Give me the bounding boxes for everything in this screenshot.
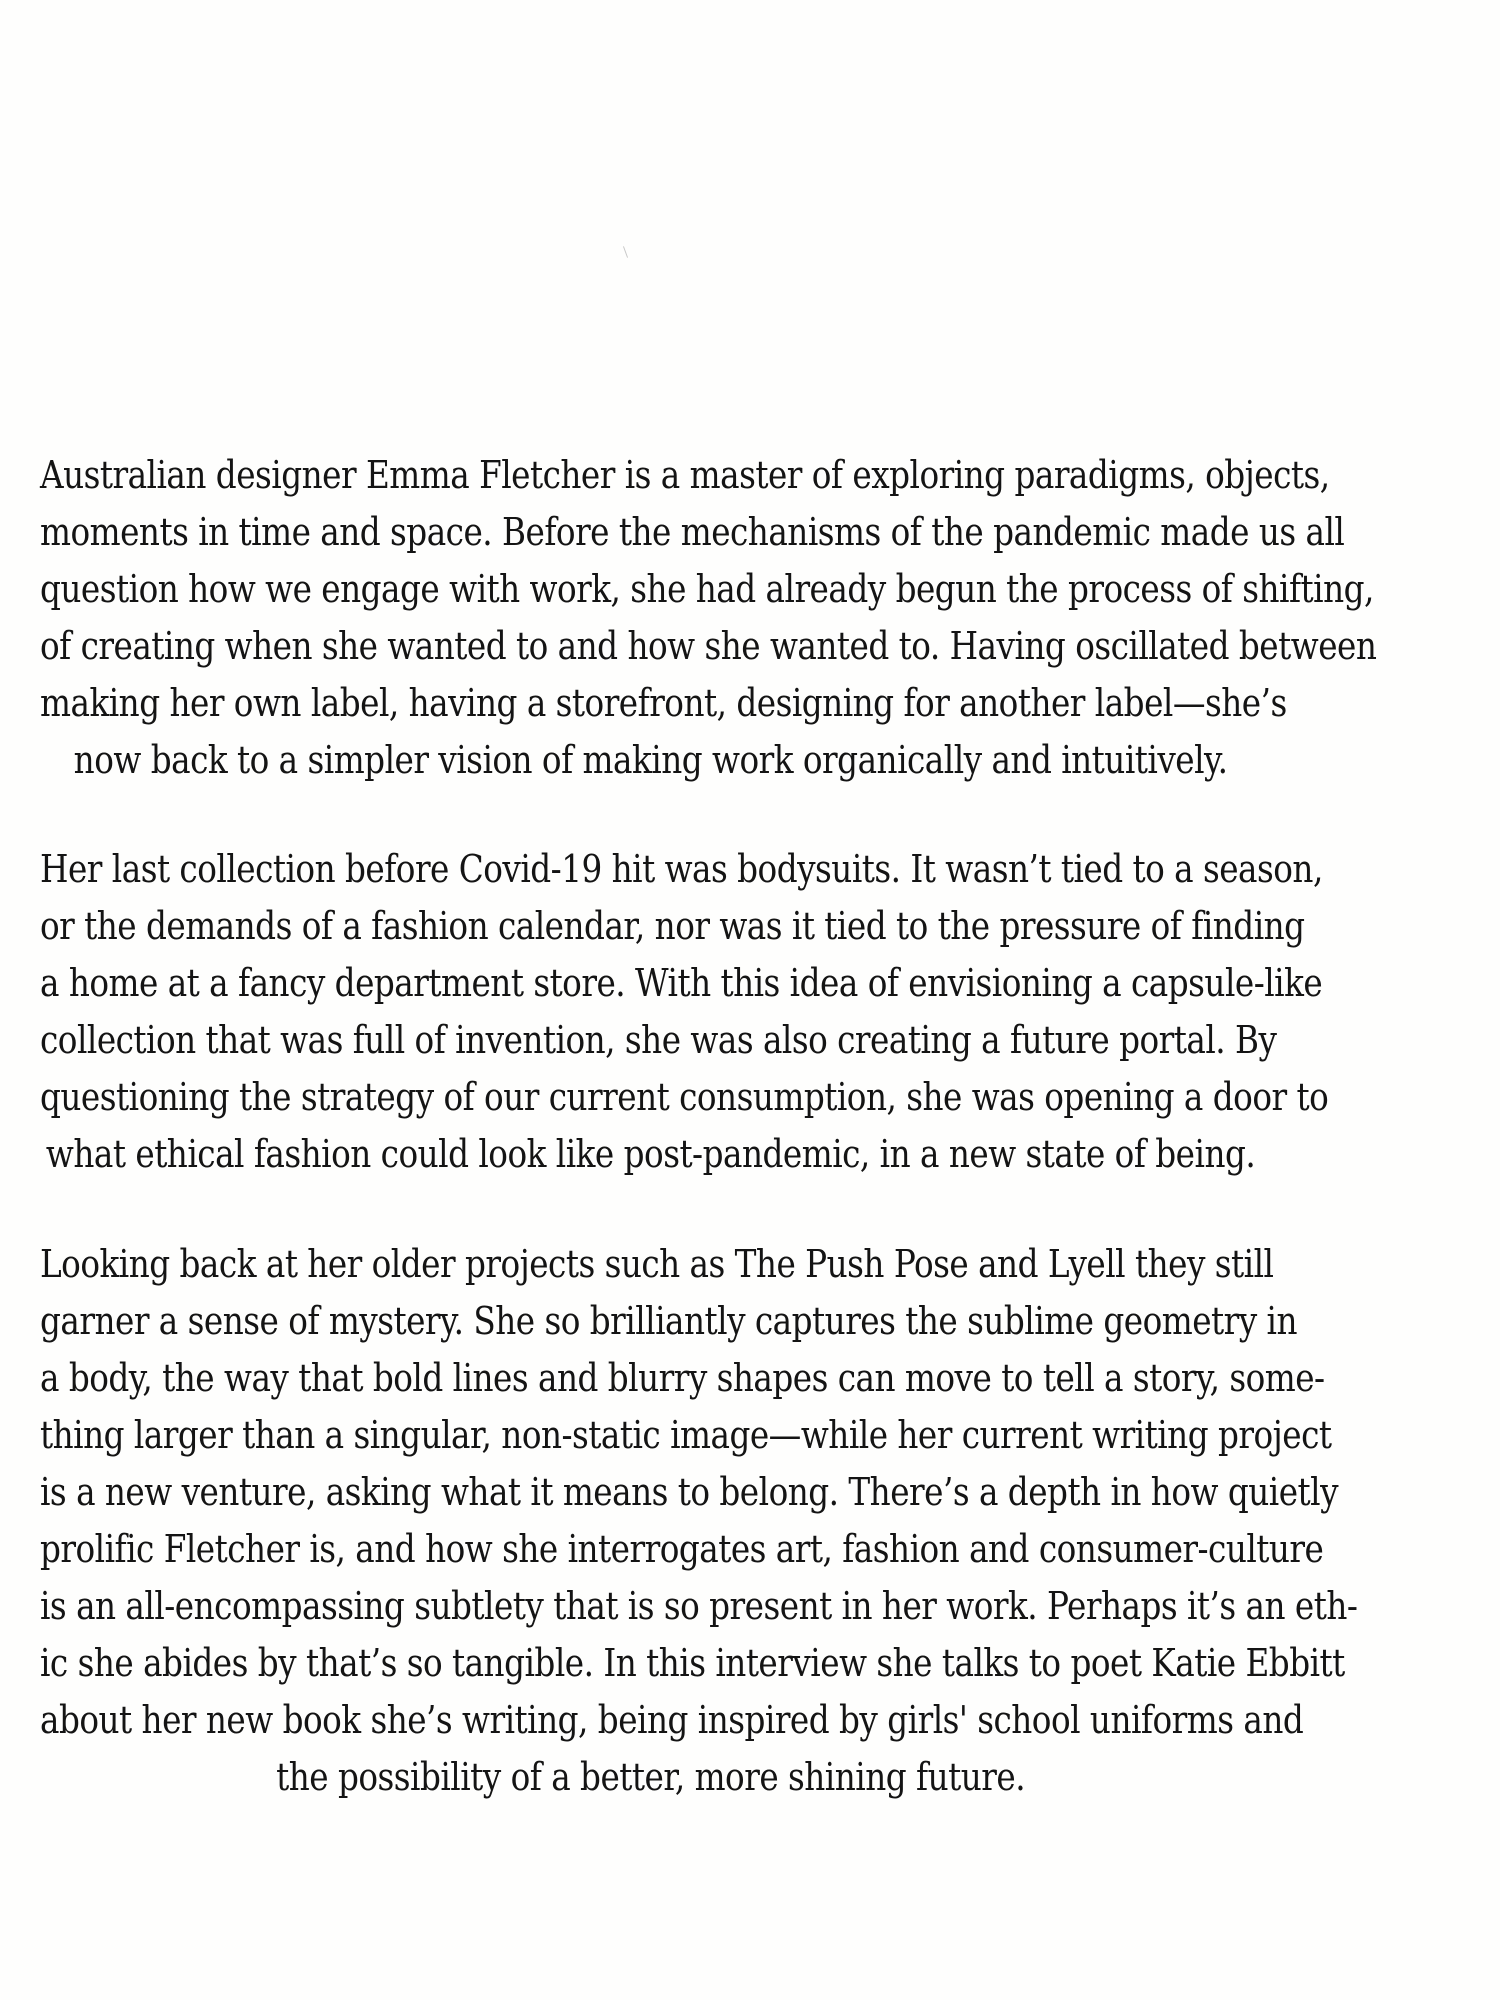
paragraph-collection	[40, 841, 1329, 1183]
text-line: Her last collection before Covid-19 hit was bodysuits. It wasn’t tied to a season,	[40, 847, 1323, 891]
text-line: Looking back at her older projects such as The Push Pose and Lyell they still	[40, 1242, 1274, 1286]
text-line: making her own label, having a storefront, designing for another label—she’s	[40, 681, 1287, 725]
text-line: prolific Fletcher is, and how she interrogates art, fashion and consumer-culture	[40, 1527, 1324, 1571]
text-line: question how we engage with work, she had already begun the process of shifting,	[40, 567, 1374, 611]
text-line: the possibility of a better, more shining future.	[276, 1755, 1026, 1799]
text-line: ic she abides by that’s so tangible. In this interview she talks to poet Katie Ebbitt	[40, 1641, 1345, 1685]
text-line: is an all-encompassing subtlety that is so present in her work. Perhaps it’s an eth-	[40, 1584, 1358, 1628]
text-line: Australian designer Emma Fletcher is a master of exploring paradigms, objects,	[40, 453, 1330, 497]
text-line: what ethical fashion could look like post-pandemic, in a new state of being.	[45, 1132, 1256, 1176]
text-line: moments in time and space. Before the mechanisms of the pandemic made us all	[40, 510, 1345, 554]
paragraph-projects	[40, 1236, 1358, 1806]
text-line: is a new venture, asking what it means to belong. There’s a depth in how quietly	[40, 1470, 1339, 1514]
text-line: questioning the strategy of our current consumption, she was opening a door to	[40, 1075, 1329, 1119]
text-line: garner a sense of mystery. She so brilliantly captures the sublime geometry in	[40, 1299, 1298, 1343]
text-line: a home at a fancy department store. With this idea of envisioning a capsule-like	[40, 961, 1323, 1005]
text-line: about her new book she’s writing, being inspired by girls' school uniforms and	[40, 1698, 1304, 1742]
text-line: or the demands of a fashion calendar, nor was it tied to the pressure of finding	[40, 904, 1305, 948]
text-line: thing larger than a singular, non-static image—while her current writing project	[40, 1413, 1332, 1457]
text-line: now back to a simpler vision of making work organically and intuitively.	[73, 738, 1228, 782]
paper-mark	[623, 246, 628, 258]
paragraph-intro	[40, 447, 1377, 789]
text-line: of creating when she wanted to and how she wanted to. Having oscillated between	[40, 624, 1377, 668]
text-line: a body, the way that bold lines and blurry shapes can move to tell a story, some-	[40, 1356, 1325, 1400]
text-line: collection that was full of invention, she was also creating a future portal. By	[40, 1018, 1277, 1062]
